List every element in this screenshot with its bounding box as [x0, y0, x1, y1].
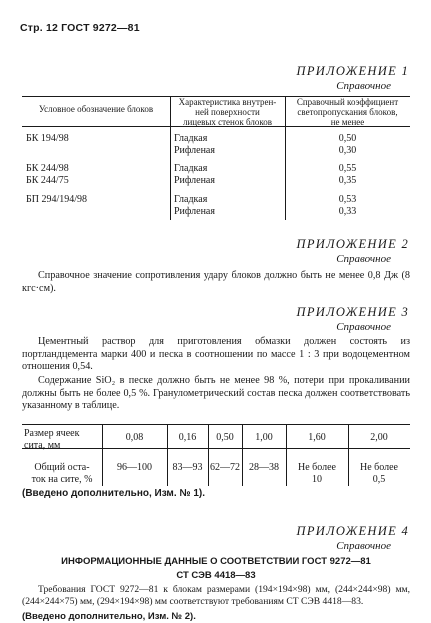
- appendix4-title: ПРИЛОЖЕНИЕ 4: [296, 524, 409, 538]
- residue-4: Не более 10: [298, 462, 336, 485]
- sieve-size-2: 0,50: [216, 432, 234, 443]
- col-header-surface: Характеристика внутрен- ней поверхности лицевых стенок блоков: [178, 97, 277, 127]
- col-header-block: Условное обозначение блоков: [38, 104, 154, 114]
- residue-3: 28—38: [249, 462, 279, 473]
- row2-block: БК 244/98 БК 244/75: [26, 163, 69, 186]
- row2-coef: 0,55 0,35: [338, 163, 357, 186]
- residue-1: 83—93: [172, 462, 203, 473]
- residue-label: Общий оста- ток на сите, %: [31, 462, 93, 485]
- row3-coef: 0,53 0,33: [338, 194, 357, 217]
- row1-coef: 0,50 0,30: [338, 133, 357, 156]
- appendix3-subtitle: Справочное: [336, 321, 391, 333]
- appendix2-title: ПРИЛОЖЕНИЕ 2: [296, 237, 409, 251]
- residue-0: 96—100: [117, 462, 152, 473]
- residue-2: 62—72: [210, 462, 240, 473]
- appendix4-heading1: ИНФОРМАЦИОННЫЕ ДАННЫЕ О СООТВЕТСТВИИ ГОСТ 9272—81: [61, 556, 371, 567]
- sieve-size-0: 0,08: [125, 432, 144, 443]
- appendix4-note: (Введено дополнительно, Изм. № 2).: [22, 611, 196, 622]
- appendix4-heading2: СТ СЭВ 4418—83: [176, 570, 256, 581]
- row3-surface: Гладкая Рифленая: [174, 194, 215, 217]
- sieve-size-label: Размер ячеек сита, мм: [24, 428, 80, 451]
- row2-surface: Гладкая Рифленая: [174, 163, 215, 186]
- appendix3-title: ПРИЛОЖЕНИЕ 3: [296, 305, 409, 319]
- appendix4-subtitle: Справочное: [336, 540, 391, 552]
- sieve-size-4: 1,60: [308, 432, 326, 443]
- row1-block: БК 194/98: [26, 133, 69, 144]
- page-header: Стр. 12 ГОСТ 9272—81: [20, 22, 140, 34]
- col-header-coef: Справочный коэффициент светопропускания блоков, не менее: [296, 97, 399, 127]
- appendix2-text: Справочное значение сопротивления удару блоков должно быть не менее 0,8 Дж (8 кгс·см).: [22, 270, 410, 294]
- row3-block: БП 294/194/98: [26, 194, 88, 205]
- appendix2-subtitle: Справочное: [336, 253, 391, 265]
- row1-surface: Гладкая Рифленая: [174, 133, 215, 156]
- sieve-size-3: 1,00: [255, 432, 273, 443]
- sieve-size-5: 2,00: [370, 432, 388, 443]
- appendix3-para2: Содержание SiO₂ в песке должно быть не менее 98 %, потери при прокаливании должны быть не более 0,5 %. Гранулометрический состав песка должен соответствовать указанному в таблице.: [22, 375, 410, 411]
- appendix4-text: Требования ГОСТ 9272—81 к блокам размерами (194×194×98) мм, (244×244×98) мм, (244×244×75) мм, (294×194×98) мм соответствуют требованиям СТ СЭВ 4418—83.: [22, 584, 410, 607]
- appendix3-note: (Введено дополнительно, Изм. № 1).: [22, 488, 205, 499]
- appendix1-subtitle: Справочное: [336, 80, 391, 92]
- appendix3-para1: Цементный раствор для приготовления обмазки должен состоять из портландцемента марки 400 и песка в соотношении по массе 1 : 3 при водоцементном отношения 0,54.: [22, 336, 410, 372]
- appendix1-title: ПРИЛОЖЕНИЕ 1: [296, 64, 409, 78]
- sieve-size-1: 0,16: [178, 432, 197, 443]
- residue-5: Не более 0,5: [360, 462, 398, 485]
